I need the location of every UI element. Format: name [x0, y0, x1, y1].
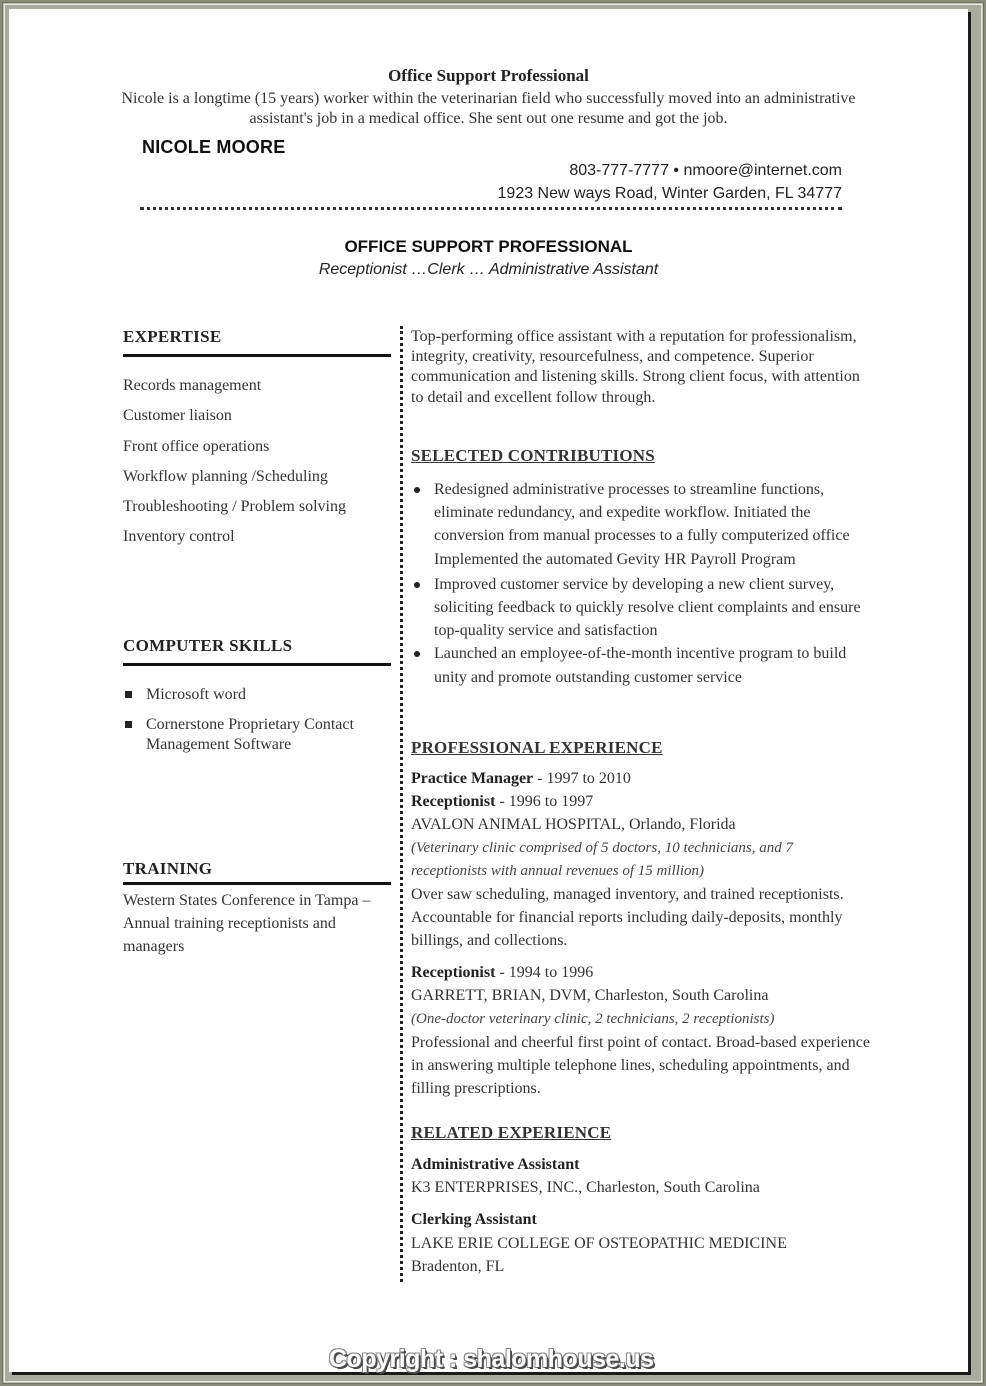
- expertise-item: Front office operations: [123, 437, 270, 455]
- related-experience-section: [411, 1123, 871, 1278]
- employer-note: (One-doctor veterinary clinic, 2 technicians, 2 receptionists): [411, 1010, 775, 1027]
- related-job: [411, 1153, 871, 1199]
- job-entry: [411, 767, 871, 952]
- candidate-name: NICOLE MOORE: [142, 137, 286, 157]
- professional-experience-section: [411, 738, 871, 1100]
- skill-item: [123, 685, 391, 705]
- copyright-watermark: Copyright : shalomhouse.us: [329, 1345, 654, 1373]
- role-dates: - 1997 to 2010: [533, 770, 631, 787]
- training-text: Western States Conference in Tampa – Annual training receptionists and managers: [123, 892, 371, 955]
- contribution-item: [411, 573, 871, 643]
- bullet-icon: [414, 487, 420, 493]
- blurb-title: Office Support Professional: [388, 66, 589, 85]
- expertise-section: [123, 327, 391, 558]
- expertise-heading: EXPERTISE: [123, 327, 391, 357]
- professional-experience-heading: PROFESSIONAL EXPERIENCE: [411, 738, 663, 757]
- summary-text: Top-performing office assistant with a reputation for professionalism, integrity, creativity, resourcefulness, and competence. Superior communication and listening skills. Strong client focus, with attention to detail and excellent follow through.: [411, 328, 860, 406]
- blurb-text: Nicole is a longtime (15 years) worker within the veterinarian field who successfully moved into an administrative assistant's job in a medical office. She sent out one resume and got the job.: [121, 90, 856, 127]
- expertise-item: Records management: [123, 377, 262, 394]
- contribution-text: Launched an employee-of-the-month incentive program to build unity and promote outstanding customer service: [434, 645, 847, 686]
- expertise-item: Customer liaison: [123, 407, 232, 425]
- contribution-text: Improved customer service by developing a new client survey, soliciting feedback to quickly resolve client complaints and ensure top-quality service and satisfaction: [434, 575, 861, 640]
- skill-label: Cornerstone Proprietary Contact Management Software: [146, 716, 354, 753]
- related-job: [411, 1208, 871, 1278]
- expertise-list: [123, 376, 391, 558]
- role-title: Practice Manager: [411, 770, 534, 787]
- square-bullet-icon: [125, 691, 132, 698]
- job-description: Professional and cheerful first point of contact. Broad-based experience in answering multiple telephone lines, scheduling appointments, and filling prescriptions.: [411, 1033, 870, 1098]
- related-job-title: Clerking Assistant: [411, 1211, 537, 1229]
- skill-item: [123, 715, 391, 755]
- role-dates: - 1994 to 1996: [495, 964, 594, 982]
- computer-skills-section: [123, 636, 391, 765]
- contribution-item: [411, 642, 871, 688]
- bullet-icon: [414, 582, 420, 588]
- job-entry: [411, 961, 871, 1100]
- job-role: [411, 767, 871, 790]
- training-heading: TRAINING: [123, 859, 391, 885]
- computer-skills-list: [123, 685, 391, 755]
- related-job-employer: LAKE ERIE COLLEGE OF OSTEOPATHIC MEDICINE: [411, 1234, 787, 1252]
- resume-title: OFFICE SUPPORT PROFESSIONAL: [344, 237, 633, 256]
- phone-email: 803-777-7777 • nmoore@internet.com: [569, 162, 842, 179]
- expertise-item: Troubleshooting / Problem solving: [123, 498, 346, 516]
- header-divider: [140, 207, 842, 210]
- employer: AVALON ANIMAL HOSPITAL, Orlando, Florida: [411, 816, 736, 834]
- training-section: [123, 859, 391, 958]
- related-job-location: Bradenton, FL: [411, 1257, 505, 1275]
- employer-note: (Veterinary clinic comprised of 5 doctors, 10 technicians, and 7 receptionists with annual revenues of 15 million): [411, 839, 794, 879]
- related-job-employer: K3 ENTERPRISES, INC., Charleston, South Carolina: [411, 1179, 760, 1197]
- employer: GARRETT, BRIAN, DVM, Charleston, South Carolina: [411, 987, 769, 1005]
- computer-skills-heading: COMPUTER SKILLS: [123, 636, 391, 666]
- resume-subtitle: Receptionist …Clerk … Administrative Assistant: [318, 261, 659, 278]
- skill-label: Microsoft word: [146, 686, 246, 703]
- square-bullet-icon: [125, 721, 132, 728]
- job-role: [411, 961, 871, 984]
- column-divider: [400, 326, 403, 1282]
- job-role: [411, 790, 871, 813]
- summary-section: [411, 327, 871, 408]
- expertise-item: Workflow planning /Scheduling: [123, 467, 328, 485]
- contribution-item: [411, 478, 871, 571]
- role-dates: - 1996 to 1997: [495, 793, 594, 811]
- contribution-text: Redesigned administrative processes to streamline functions, eliminate redundancy, and expedite workflow. Initiated the conversion from manual processes to a fully computerized office Implemented the automated Gevity HR Payroll Program: [434, 481, 850, 568]
- expertise-item: Inventory control: [123, 528, 235, 546]
- address: 1923 New ways Road, Winter Garden, FL 34777: [497, 185, 842, 202]
- related-job-title: Administrative Assistant: [411, 1156, 580, 1173]
- related-experience-heading: RELATED EXPERIENCE: [411, 1123, 612, 1142]
- contributions-section: [411, 446, 871, 689]
- bullet-icon: [414, 651, 420, 657]
- contributions-list: [411, 478, 871, 689]
- contributions-heading: SELECTED CONTRIBUTIONS: [411, 446, 655, 465]
- resume-page: [9, 9, 968, 1372]
- job-description: Over saw scheduling, managed inventory, and trained receptionists. Accountable for financial reports including daily-deposits, monthly billings, and collections.: [411, 885, 844, 950]
- role-title: Receptionist: [411, 793, 496, 811]
- role-title: Receptionist: [411, 964, 496, 982]
